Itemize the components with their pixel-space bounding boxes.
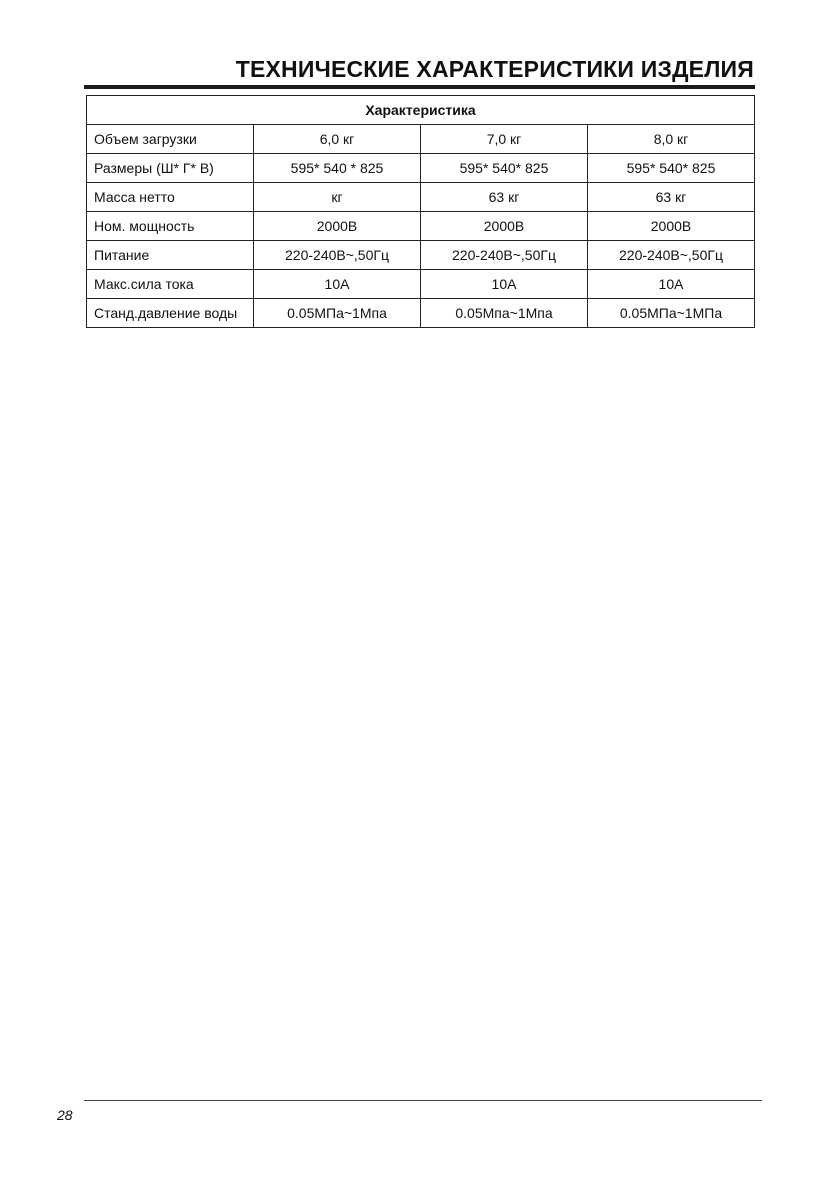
row-value: 63 кг <box>588 183 755 212</box>
table-row <box>87 299 755 328</box>
row-value: 220-240В~,50Гц <box>421 241 588 270</box>
row-value: 63 кг <box>421 183 588 212</box>
row-value: 2000В <box>588 212 755 241</box>
row-value: 595* 540* 825 <box>421 154 588 183</box>
row-value: 8,0 кг <box>588 125 755 154</box>
row-label: Ном. мощность <box>87 212 254 241</box>
footer-rule <box>84 1100 762 1101</box>
row-label: Размеры (Ш* Г* В) <box>87 154 254 183</box>
row-value: 220-240В~,50Гц <box>588 241 755 270</box>
row-label: Макс.сила тока <box>87 270 254 299</box>
row-value: 6,0 кг <box>254 125 421 154</box>
table-row <box>87 241 755 270</box>
row-value: 10А <box>421 270 588 299</box>
row-value: 2000В <box>254 212 421 241</box>
table-header-row <box>87 96 755 125</box>
row-value: 0.05МПа~1МПа <box>588 299 755 328</box>
row-label: Объем загрузки <box>87 125 254 154</box>
row-value: 595* 540* 825 <box>588 154 755 183</box>
table-row <box>87 154 755 183</box>
page-title: ТЕХНИЧЕСКИЕ ХАРАКТЕРИСТИКИ ИЗДЕЛИЯ <box>235 56 754 82</box>
table-header: Характеристика <box>87 96 755 125</box>
row-value: кг <box>254 183 421 212</box>
row-value: 10А <box>588 270 755 299</box>
row-label: Масса нетто <box>87 183 254 212</box>
title-rule <box>84 85 755 89</box>
page-number: 28 <box>57 1107 73 1123</box>
row-value: 595* 540 * 825 <box>254 154 421 183</box>
row-value: 2000В <box>421 212 588 241</box>
table-row <box>87 125 755 154</box>
row-value: 0.05Мпа~1Мпа <box>421 299 588 328</box>
row-label: Питание <box>87 241 254 270</box>
row-value: 10А <box>254 270 421 299</box>
row-label: Станд.давление воды <box>87 299 254 328</box>
row-value: 0.05МПа~1Мпа <box>254 299 421 328</box>
row-value: 7,0 кг <box>421 125 588 154</box>
row-value: 220-240В~,50Гц <box>254 241 421 270</box>
table-row <box>87 270 755 299</box>
spec-table <box>86 95 755 328</box>
table-row <box>87 183 755 212</box>
table-row <box>87 212 755 241</box>
